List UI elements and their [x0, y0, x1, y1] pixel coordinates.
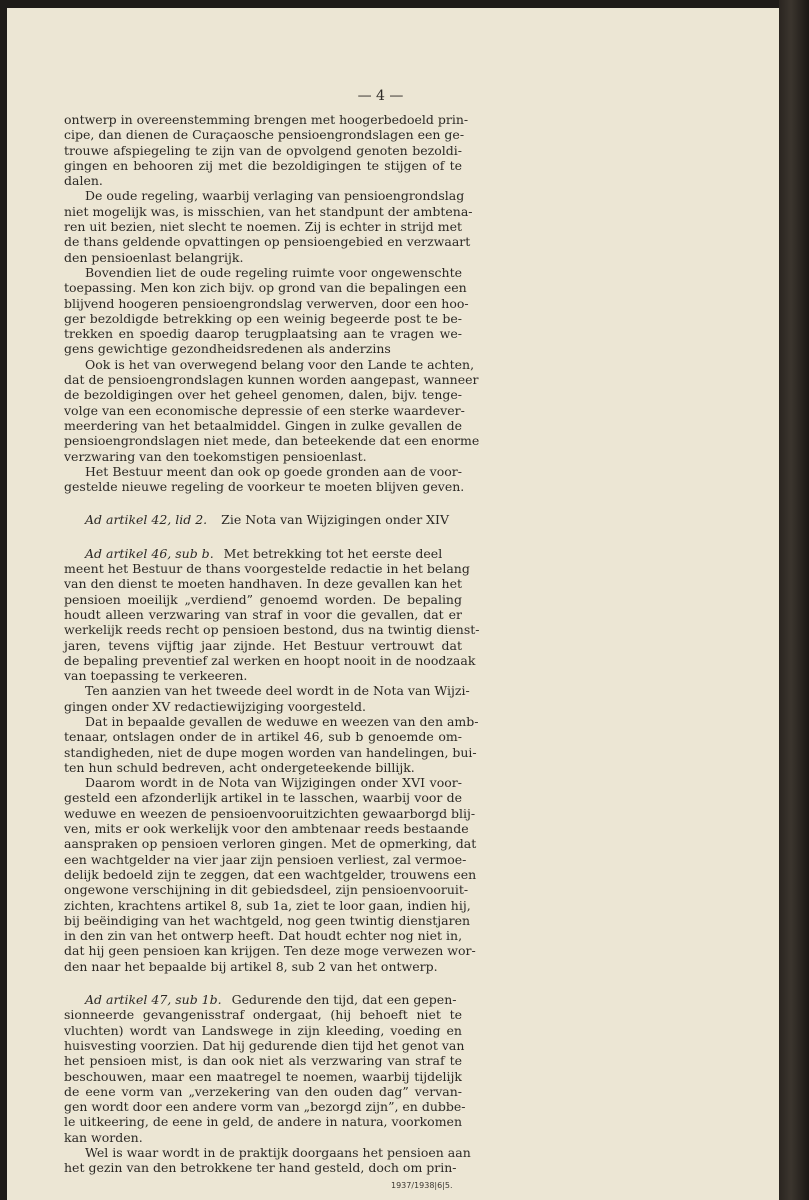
- text-line: [64, 250, 462, 265]
- line-text: trekken en spoedig daarop terugplaatsing aan te vragen we-: [64, 326, 462, 342]
- line-text: van toepassing te verkeeren.: [64, 668, 248, 684]
- line-text: Wel is waar wordt in de praktijk doorgaans het pensioen aan: [85, 1145, 471, 1160]
- line-text: ger bezoldigde betrekking op een weinig begeerde post te be-: [64, 310, 462, 326]
- line-text: niet mogelijk was, is misschien, van het standpunt der ambtena-: [64, 203, 473, 219]
- article-reference: Ad artikel 46, sub b.: [85, 545, 214, 561]
- line-text: houdt alleen verzwaring van straf in voor die gevallen, dat er: [64, 606, 462, 622]
- paragraph: [64, 264, 469, 357]
- line-text: de eene vorm van „verzekering van den ouden dag” vervan-: [64, 1083, 462, 1099]
- text-line: [64, 173, 462, 188]
- line-text: Ten aanzien van het tweede deel wordt in de Nota van Wijzi-: [85, 683, 470, 699]
- text-line: [64, 402, 465, 418]
- footer-code: 1937/1938|6|5.: [391, 1181, 453, 1190]
- line-text: pensioengrondslagen niet mede, dan beteekende dat een enorme: [64, 433, 480, 449]
- text-line: [64, 805, 476, 821]
- text-line: [64, 638, 462, 653]
- line-text: meent het Bestuur de thans voorgestelde redactie in het belang: [64, 561, 470, 577]
- line-text: Gedurende den tijd, dat een gepen-: [231, 992, 457, 1008]
- text-line: [64, 1069, 462, 1084]
- text-line: [64, 622, 480, 638]
- text-line: [64, 992, 462, 1007]
- text-line: [64, 433, 480, 449]
- line-text: ven, mits er ook werkelijk voor den ambtenaar reeds bestaande: [64, 821, 469, 837]
- page-number: — 4 —: [357, 88, 404, 104]
- line-text: Bovendien liet de oude regeling ruimte voor ongewenschte: [85, 264, 462, 280]
- text-line: [64, 219, 462, 234]
- line-text: Ook is het van overwegend belang voor den Lande te achten,: [85, 356, 475, 372]
- line-text: dat hij geen pensioen kan krijgen. Ten deze moge verwezen wor-: [64, 943, 476, 959]
- line-text: de bepaling preventief zal werken en hoopt nooit in de noodzaak: [64, 652, 476, 668]
- paragraph: [64, 683, 470, 714]
- binding-edge: [779, 0, 809, 1200]
- paragraph: [64, 112, 469, 189]
- paragraph: [64, 713, 479, 775]
- text-line: [64, 1023, 462, 1038]
- text-line: [64, 668, 462, 683]
- article-reference: Ad artikel 42, lid 2.: [85, 512, 208, 528]
- text-line: [64, 158, 462, 173]
- line-text: kan worden.: [64, 1129, 143, 1145]
- line-text: ten hun schuld bedreven, acht ondergeteekende billijk.: [64, 759, 415, 775]
- text-line: [64, 1130, 462, 1145]
- text-line: [64, 203, 473, 219]
- line-text: blijvend hoogeren pensioengrondslag verwerven, door een hoo-: [64, 295, 469, 311]
- line-text: Met betrekking tot het eerste deel: [223, 545, 443, 561]
- text-line: [64, 652, 476, 668]
- line-text: dalen.: [64, 173, 103, 189]
- line-text: werkelijk reeds recht op pensioen bestond, dus na twintig dienst-: [64, 622, 480, 638]
- line-text: het pensioen mist, is dan ook niet als verzwaring van straf te: [64, 1053, 462, 1069]
- text-line: [64, 821, 469, 837]
- text-line: [64, 729, 462, 744]
- line-text: gens gewichtige gezondheidsredenen als anderzins: [64, 341, 391, 357]
- line-text: trouwe afspiegeling te zijn van de opvolgend genoten bezoldi-: [64, 142, 462, 158]
- line-text: weduwe en weezen de pensioenvooruitzichten gewaarborgd blij-: [64, 805, 476, 821]
- line-text: gen wordt door een andere vorm van „bezorgd zijn”, en dubbe-: [64, 1099, 466, 1115]
- text-line: [64, 744, 477, 760]
- paragraph: [64, 356, 480, 464]
- paragraph: [64, 463, 465, 495]
- line-text: Dat in bepaalde gevallen de weduwe en weezen van den amb-: [85, 713, 479, 729]
- line-text: ren uit bezien, niet slecht te noemen. Zij is echter in strijd met: [64, 219, 463, 235]
- text-line: [64, 851, 467, 867]
- line-text: vluchten) wordt van Landswege in zijn kleeding, voeding en: [64, 1022, 462, 1038]
- line-text: verzwaring van den toekomstigen pensioenlast.: [64, 448, 367, 464]
- line-text: huisvesting voorzien. Dat hij gedurende dien tijd het genot van: [64, 1037, 465, 1053]
- text-line: [64, 387, 462, 402]
- line-text: ontwerp in overeenstemming brengen met hoogerbedoeld prin-: [64, 112, 469, 127]
- text-line: [64, 576, 462, 591]
- text-line: [64, 372, 479, 388]
- line-text: cipe, dan dienen de Curaçaosche pensioengrondslagen een ge-: [64, 127, 465, 143]
- text-line: [64, 1114, 462, 1129]
- text-line: [64, 1145, 471, 1160]
- paragraph: [64, 775, 477, 974]
- text-line: [64, 943, 476, 959]
- paragraph: [64, 512, 462, 527]
- text-line: [64, 561, 470, 577]
- line-text: van den dienst te moeten handhaven. In deze gevallen kan het: [64, 576, 462, 592]
- line-text: meerdering van het betaalmiddel. Gingen in zulke gevallen de: [64, 417, 462, 433]
- line-text: tenaar, ontslagen onder de in artikel 46, sub b genoemde om-: [64, 729, 462, 745]
- text-line: [64, 713, 479, 729]
- text-line: [64, 683, 470, 699]
- text-line: [64, 897, 471, 913]
- line-text: Het Bestuur meent dan ook op goede gronden aan de voor-: [85, 463, 462, 479]
- text-line: [64, 912, 471, 928]
- line-text: gingen en behooren zij met die bezoldigingen te stijgen of te: [64, 157, 462, 173]
- text-line: [64, 449, 462, 464]
- text-line: [64, 699, 462, 714]
- text-line: [64, 143, 462, 158]
- text-line: [64, 479, 465, 495]
- text-line: [64, 959, 462, 974]
- text-line: [64, 341, 462, 356]
- text-line: [64, 836, 477, 852]
- line-text: gestelde nieuwe regeling de voorkeur te moeten blijven geven.: [64, 479, 465, 495]
- line-text: den pensioenlast belangrijk.: [64, 249, 244, 265]
- text-line: [64, 188, 465, 204]
- text-line: [64, 1099, 466, 1115]
- line-text: dat de pensioengrondslagen kunnen worden aangepast, wanneer: [64, 372, 479, 388]
- line-text: de bezoldigingen over het geheel genomen, dalen, bijv. tenge-: [64, 387, 462, 403]
- paragraph: [64, 992, 466, 1145]
- line-text: gingen onder XV redactiewijziging voorgesteld.: [64, 698, 367, 714]
- line-text: ongewone verschijning in dit gebiedsdeel, zijn pensioenvooruit-: [64, 882, 469, 898]
- text-line: [64, 512, 462, 527]
- document-page: [7, 8, 779, 1200]
- line-text: De oude regeling, waarbij verlaging van pensioengrondslag: [85, 188, 465, 204]
- line-text: bij beëindiging van het wachtgeld, nog geen twintig dienstjaren: [64, 912, 471, 928]
- line-text: toepassing. Men kon zich bijv. op grond van die bepalingen een: [64, 280, 467, 296]
- line-text: Zie Nota van Wijzigingen onder XIV: [221, 512, 450, 528]
- text-line: [64, 280, 467, 296]
- line-text: pensioen moeilijk „verdiend” genoemd worden. De bepaling: [64, 591, 462, 607]
- text-line: [64, 775, 462, 790]
- text-line: [64, 882, 469, 898]
- line-text: zichten, krachtens artikel 8, sub 1a, ziet te loor gaan, indien hij,: [64, 897, 471, 913]
- paragraph: [64, 545, 480, 684]
- text-line: [64, 1160, 462, 1175]
- text-line: [64, 760, 462, 775]
- text-line: [64, 1084, 462, 1099]
- line-text: Daarom wordt in de Nota van Wijzigingen onder XVI voor-: [85, 775, 462, 791]
- text-line: [64, 295, 469, 311]
- line-text: sionneerde gevangenisstraf ondergaat, (hij behoeft niet te: [64, 1007, 462, 1023]
- line-text: de thans geldende opvattingen op pensioengebied en verzwaart: [64, 234, 471, 250]
- line-text: beschouwen, maar een maatregel te noemen, waarbij tijdelijk: [64, 1068, 462, 1084]
- text-line: [64, 265, 462, 280]
- article-reference: Ad artikel 47, sub 1b.: [85, 992, 222, 1008]
- line-text: een wachtgelder na vier jaar zijn pensioen verliest, zal vermoe-: [64, 851, 467, 867]
- text-line: [64, 418, 462, 433]
- line-text: jaren, tevens vijftig jaar zijnde. Het Bestuur vertrouwt dat: [64, 637, 462, 653]
- body-text: [64, 112, 480, 1176]
- text-line: [64, 866, 477, 882]
- text-line: [64, 311, 462, 326]
- text-line: [64, 1007, 462, 1022]
- text-line: [64, 928, 462, 943]
- paragraph: [64, 188, 473, 265]
- paragraph: [64, 1145, 471, 1176]
- line-text: in den zin van het ontwerp heeft. Dat houdt echter nog niet in,: [64, 928, 463, 944]
- text-line: [64, 127, 465, 143]
- line-text: standigheden, niet de dupe mogen worden van handelingen, bui-: [64, 744, 477, 760]
- text-line: [64, 592, 462, 607]
- line-text: volge van een economische depressie of een sterke waardever-: [64, 402, 465, 418]
- line-text: gesteld een afzonderlijk artikel in te lasschen, waarbij voor de: [64, 790, 462, 806]
- text-line: [64, 1037, 465, 1053]
- text-line: [64, 1053, 462, 1068]
- line-text: aanspraken op pensioen verloren gingen. Met de opmerking, dat: [64, 836, 477, 852]
- line-text: delijk bedoeld zijn te zeggen, dat een wachtgelder, trouwens een: [64, 866, 477, 882]
- text-line: [64, 112, 469, 127]
- text-line: [64, 607, 462, 622]
- text-line: [64, 234, 471, 250]
- line-text: den naar het bepaalde bij artikel 8, sub 2 van het ontwerp.: [64, 958, 438, 974]
- text-line: [64, 790, 462, 805]
- text-line: [64, 326, 462, 341]
- line-text: le uitkeering, de eene in geld, de andere in natura, voorkomen: [64, 1114, 462, 1130]
- text-line: [64, 546, 462, 561]
- text-line: [64, 356, 475, 372]
- text-line: [64, 464, 462, 479]
- line-text: het gezin van den betrokkene ter hand gesteld, doch om prin-: [64, 1160, 457, 1176]
